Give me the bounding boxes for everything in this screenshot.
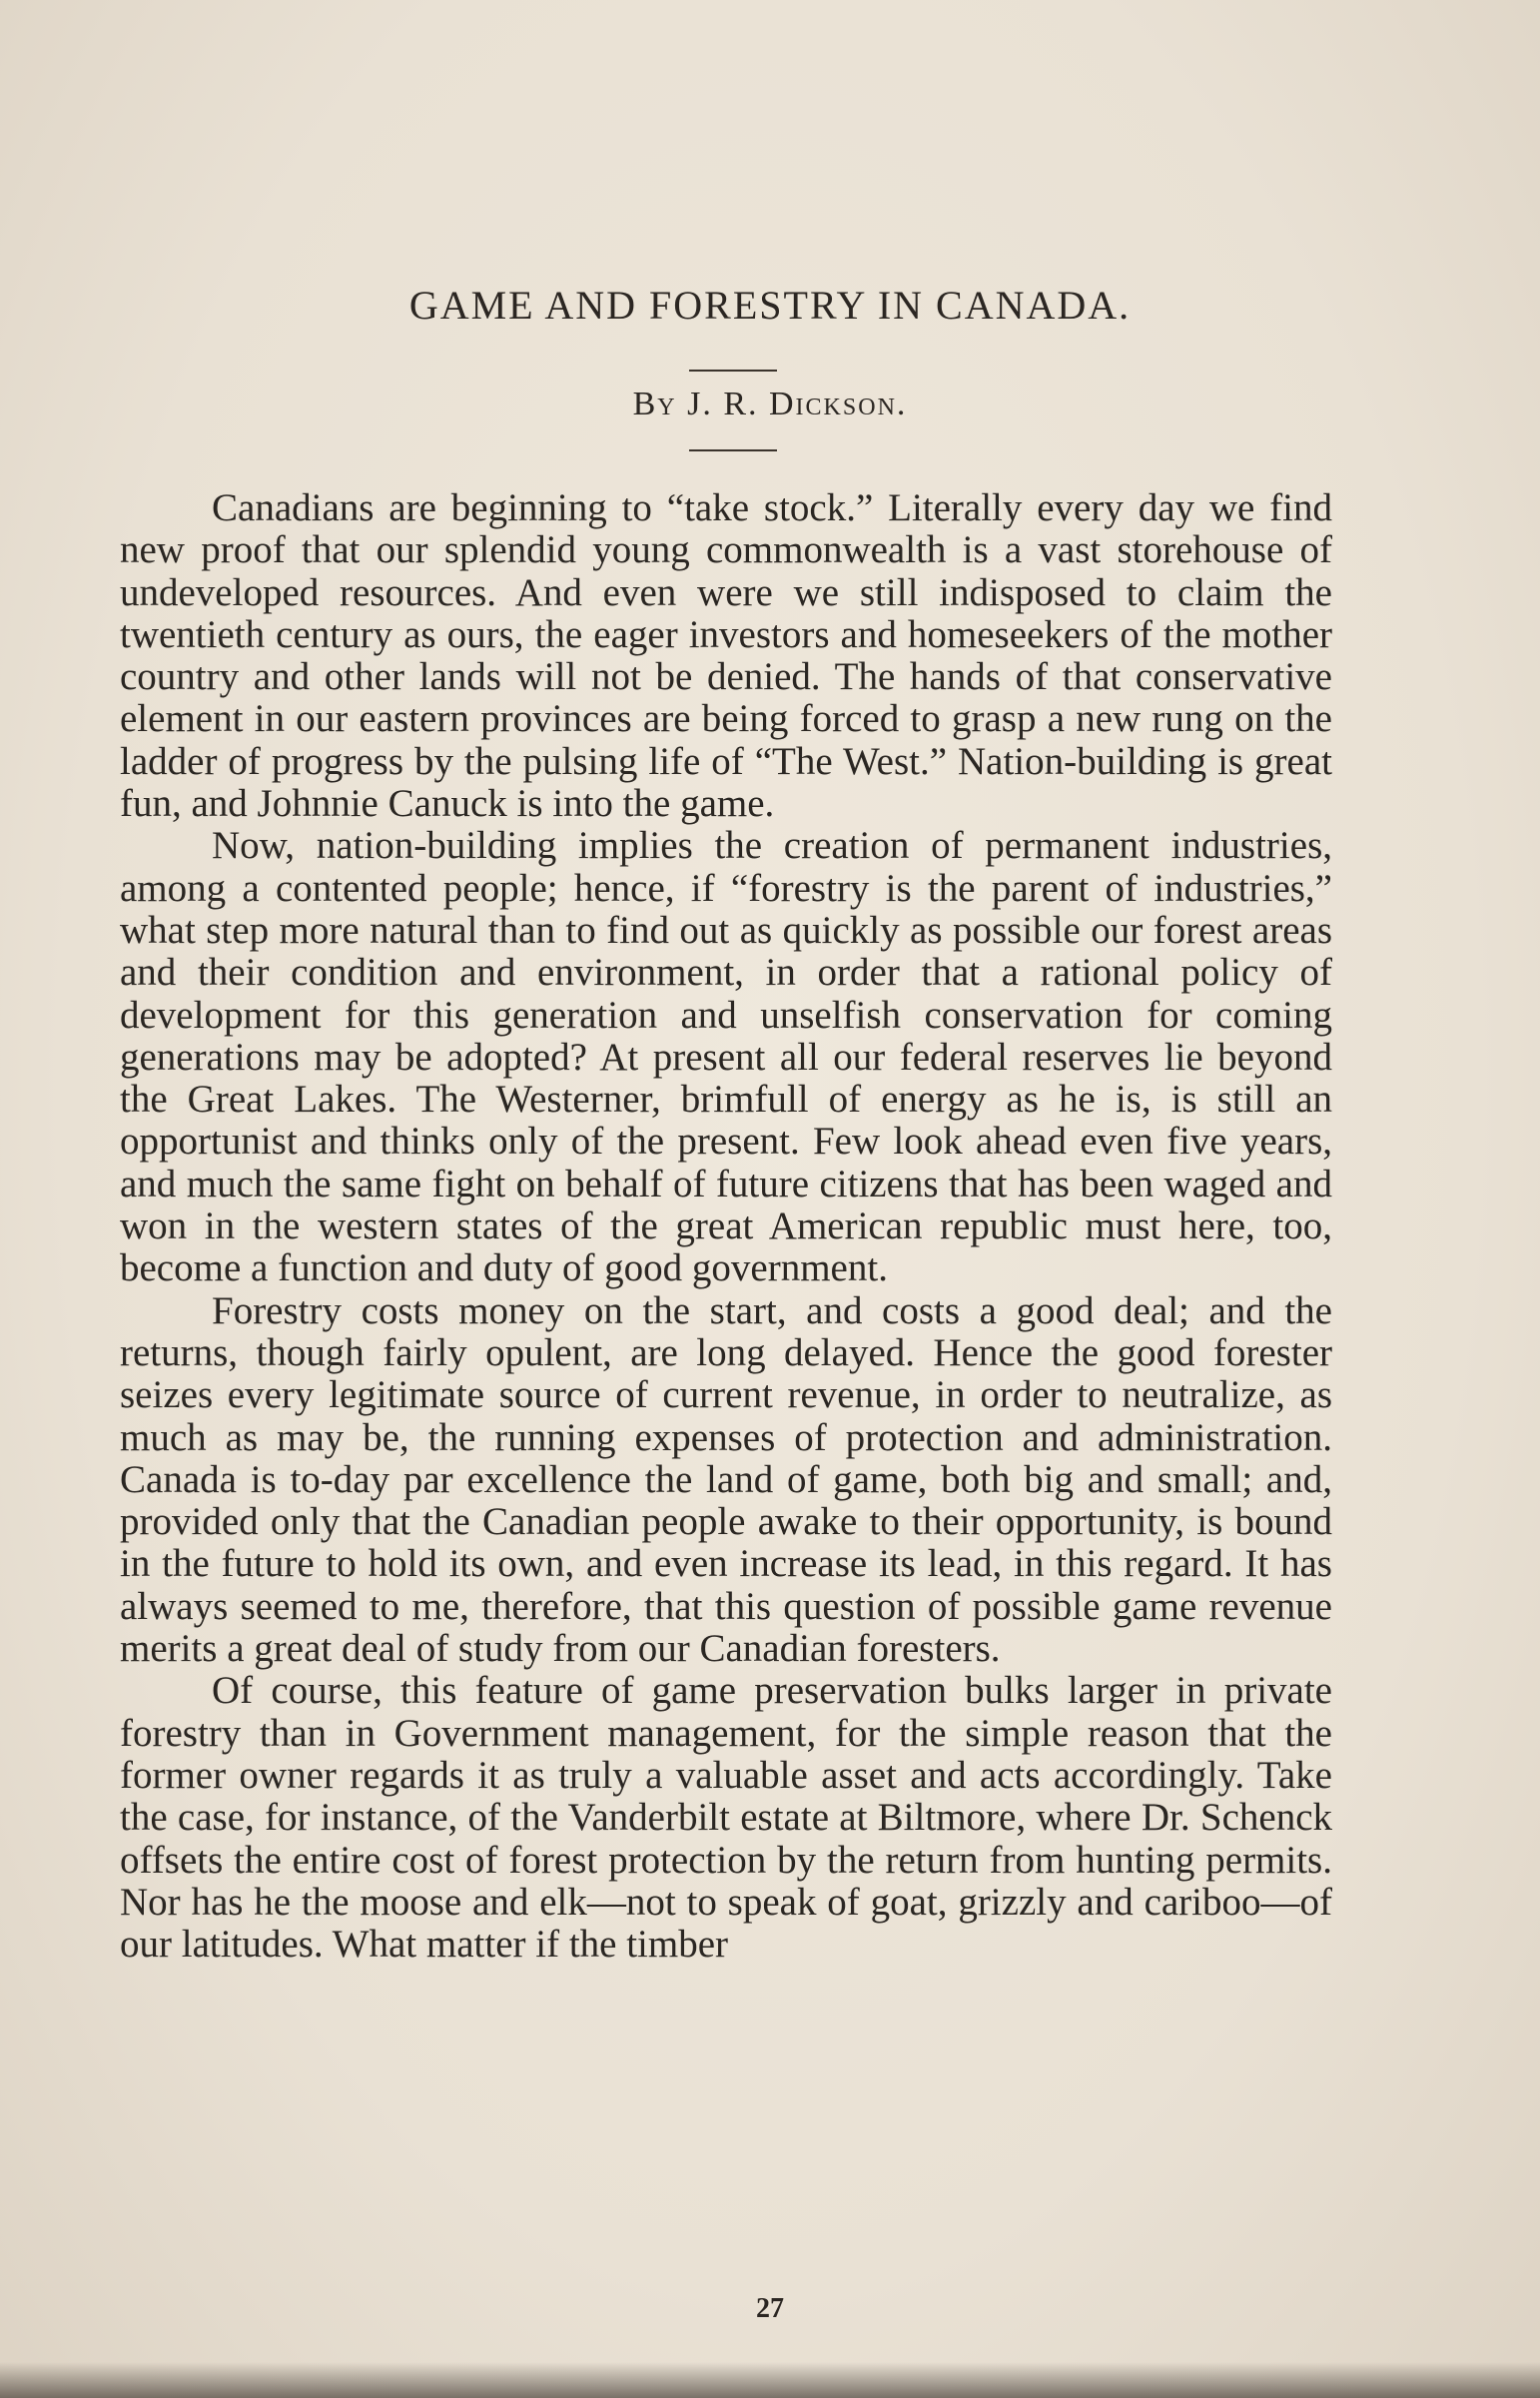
title-divider-top (689, 370, 777, 372)
paragraph-2: Now, nation-building implies the creation of permanent industries, among a contented people; hence, if “forestry is the parent of industries,” what step more natural than to find out as quickly as possible our forest areas and their condition and environment, in order that a rational policy of development for this generation and unselfish conservation for coming generations may be adopted? At present all our federal reserves lie beyond the Great Lakes. The Westerner, brimfull of energy as he is, is still an opportunist and thinks only of the present. Few look ahead even five years, and much the same fight on behalf of future citizens that has been waged and won in the western states of the great American republic must here, too, become a function and duty of good government. (120, 824, 1332, 1290)
article-body (120, 487, 1332, 1966)
title-divider-bottom (689, 449, 777, 451)
paragraph-3: Forestry costs money on the start, and costs a good deal; and the returns, though fairly opulent, are long delayed. Hence the good forester seizes every legitimate source of current revenue, in order to neutralize, as much as may be, the running expenses of protection and administration. Canada is to-day par excellence the land of game, both big and small; and, provided only that the Canadian people awake to their opportunity, is bound in the future to hold its own, and even increase its lead, in this regard. It has always seemed to me, therefore, that this question of possible game revenue merits a great deal of study from our Canadian foresters. (120, 1288, 1332, 1671)
paragraph-1: Canadians are beginning to “take stock.” Literally every day we find new proof that our splendid young commonwealth is a vast storehouse of undeveloped resources. And even were we still indisposed to claim the twentieth century as ours, the eager investors and homeseekers of the mother country and other lands will not be denied. The hands of that conservative element in our eastern provinces are being forced to grasp a new rung on the ladder of progress by the pulsing life of “The West.” Nation-building is great fun, and Johnnie Canuck is into the game. (120, 486, 1332, 826)
page-edge-shadow (0, 2362, 1540, 2398)
paragraph-4: Of course, this feature of game preservation bulks larger in private forestry than in Government management, for the simple reason that the former owner regards it as truly a valuable asset and acts accordingly. Take the case, for instance, of the Vanderbilt estate at Biltmore, where Dr. Schenck offsets the entire cost of forest protection by the return from hunting permits. Nor has he the moose and elk—not to speak of goat, grizzly and cariboo—of our latitudes. What matter if the timber (120, 1669, 1332, 1967)
article-title: GAME AND FORESTRY IN CANADA. (408, 283, 1132, 328)
article-byline: By J. R. Dickson. (632, 386, 908, 422)
page-number: 27 (756, 2293, 784, 2324)
